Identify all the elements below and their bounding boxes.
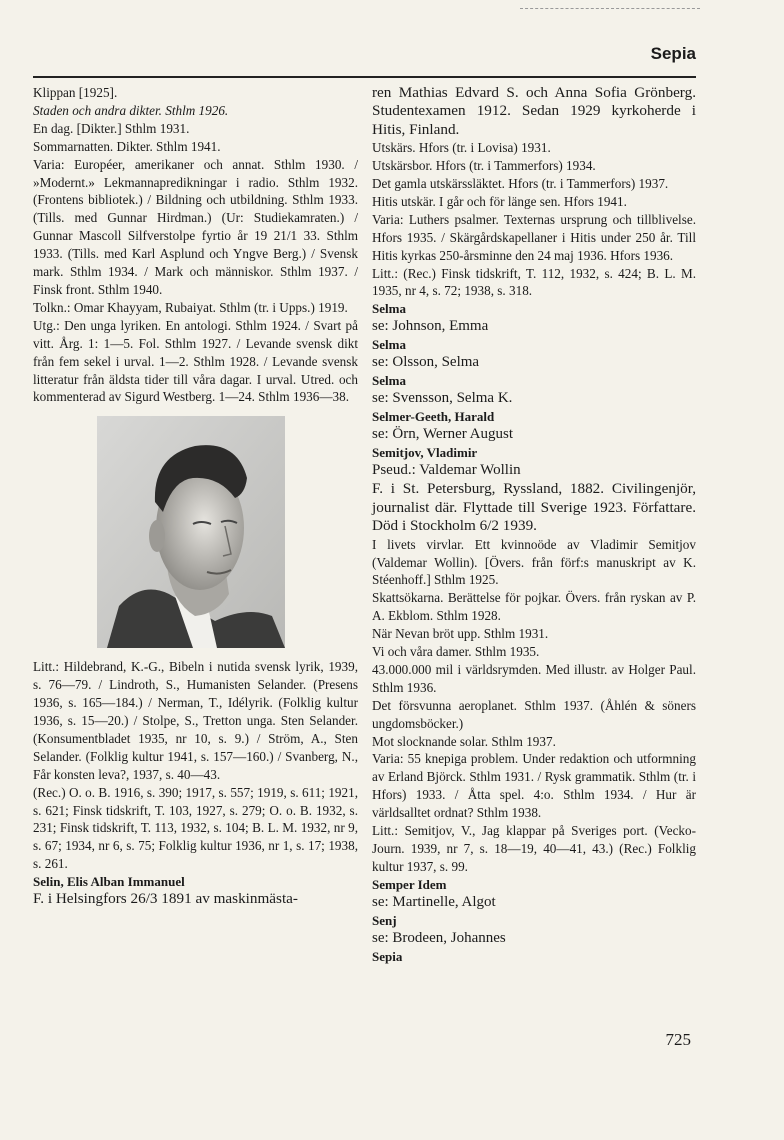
left-rec: (Rec.) O. o. B. 1916, s. 390; 1917, s. 557; 1919, s. 611; 1921, s. 621; Finsk tidskrift, T. 103, 1927, s. 279; O. o. B. 1932, s. 231; Finsk tidskrift, T. 113, 1932, s. 104; B. L. M. 1932, nr 9, s. 67; 1934, nr 6, s. 75; Folklig kultur 1936, nr 1, s. 17; 1938, s. 261.: [33, 784, 358, 872]
ref-heading: Selma: [372, 337, 406, 353]
pseudonym: Pseud.: Valdemar Wollin: [372, 462, 521, 479]
see-reference: se: Brodeen, Johannes: [372, 929, 506, 946]
page-number: 725: [665, 1030, 691, 1049]
left-line: Klippan [1925].: [33, 85, 118, 100]
ref-heading: Selma: [372, 373, 406, 389]
semitjov-work: Mot slocknande solar. Sthlm 1937.: [372, 733, 556, 749]
see-reference: se: Martinelle, Algot: [372, 893, 496, 910]
entry-heading-sepia: Sepia: [372, 948, 403, 964]
semitjov-work: Skattsökarna. Berättelse för pojkar. Övers. från ryskan av P. A. Ekblom. Sthlm 1928.: [372, 590, 696, 624]
entry-heading-semitjov: Semitjov, Vladimir: [372, 445, 478, 461]
header-rule: [33, 76, 696, 78]
semitjov-work: 43.000.000 mil i världsrymden. Med illustr. av Holger Paul. Sthlm 1936.: [372, 661, 696, 695]
selin-litt: Litt.: (Rec.) Finsk tidskrift, T. 112, 1932, s. 424; B. L. M. 1935, nr 4, s. 72; 1938, s. 318.: [372, 265, 696, 299]
left-tolkn: Tolkn.: Omar Khayyam, Rubaiyat. Sthlm (tr. i Upps.) 1919.: [33, 299, 348, 315]
selin-work: Hitis utskär. I går och för länge sen. Hfors 1941.: [372, 193, 627, 209]
semitjov-litt: Litt.: Semitjov, V., Jag klappar på Sveriges port. (Vecko-Journ. 1939, nr 7, s. 18—19, 40—41, 43.) (Rec.) Folklig kultur 1937, s. 99.: [372, 823, 696, 874]
entry-bio-start: F. i Helsingfors 26/3 1891 av maskinmästa-: [33, 890, 298, 908]
left-utg: Utg.: Den unga lyriken. En antologi. Sthlm 1924. / Svart på vitt. Årg. 1: 1—5. Fol. Sthlm 1927. / Levande svensk dikt från fem sekel i urval. 1—2. Sthlm 1928. / Levande svensk litteratur från äldsta tider till våra dagar. I urval. Utred. och kommenterad av Sigurd Westberg. 1—24. Sthlm 1936—38.: [33, 317, 358, 405]
ref-heading: Selma: [372, 301, 406, 317]
selin-bio-cont: ren Mathias Edvard S. och Anna Sofia Grönberg. Studentexamen 1912. Sedan 1929 kyrkoherde i Hitis, Finland.: [372, 84, 696, 138]
semitjov-bio: F. i St. Petersburg, Ryssland, 1882. Civilingenjör, journalist där. Flyttade till Sverige 1923. Författare. Död i Stockholm 6/2 1939.: [372, 480, 696, 535]
ref-heading: Senj: [372, 912, 397, 928]
author-portrait: [97, 416, 285, 648]
semitjov-varia: Varia: 55 knepiga problem. Under redaktion och utformning av Erland Björck. Sthlm 1931. / Rysk grammatik. Sthlm (tr. i Hfors) 1933. / Åtta spel. 4:o. Sthlm 1934. / Hur är världsalltet ordnat? Sthlm 1938.: [372, 751, 696, 821]
left-line: En dag. [Dikter.] Sthlm 1931.: [33, 120, 190, 136]
selin-work: Det gamla utskärssläktet. Hfors (tr. i Tammerfors) 1937.: [372, 176, 669, 192]
running-header: Sepia: [650, 44, 696, 63]
semitjov-work: Det försvunna aeroplanet. Sthlm 1937. (Åhlén & söners ungdomsböcker.): [372, 697, 696, 731]
left-varia: Varia: Européer, amerikaner och annat. Sthlm 1930. / »Modernt.» Lekmannapredikningar i radio. Sthlm 1932. (Frontens bibliotek.) / Bildning och utbildning. Sthlm 1933. (Tills. med Gunnar Hirdman.) (Ur: Studiekamraten.) / Gunnar Mascoll Silfverstolpe fyrtio år 19 21/1 33. Sthlm 1933. (Tills. med Karl Asplund och Yngve Berg.) / Svensk mark. Sthlm 1934. / Mark och människor. Sthlm 1937. / Finsk front. Sthlm 1940.: [33, 156, 358, 297]
see-reference: se: Olsson, Selma: [372, 354, 480, 371]
semitjov-work: I livets virvlar. Ett kvinnoöde av Vladimir Semitjov (Valdemar Wollin). [Övers. från förf:s manuskript av K. Stéenhoff.] Sthlm 1925.: [372, 536, 696, 588]
entry-heading-selin: Selin, Elis Alban Immanuel: [33, 874, 185, 890]
left-litt: Litt.: Hildebrand, K.-G., Bibeln i nutida svensk lyrik, 1939, s. 76—79. / Lindroth, S., Humanisten Selander. (Presens 1936, s. 165—184.) / Nerman, T., Idélyrik. (Folklig kultur 1936, s. 15—20.) / Stolpe, S., Tretton unga. Sten Selander. (Konsumentbladet 1935, nr 10, s. 9.) / Ström, A., Sten Selander. (Folklig kultur 1941, s. 157—160.) / Svanberg, N., Får konsten leva?, 1937, s. 40—43.: [33, 659, 358, 782]
portrait-photo: [97, 416, 285, 648]
left-line: Staden och andra dikter. Sthlm 1926.: [33, 102, 229, 118]
left-line: Sommarnatten. Dikter. Sthlm 1941.: [33, 138, 221, 154]
selin-work: Utskärs. Hfors (tr. i Lovisa) 1931.: [372, 140, 551, 156]
see-reference: se: Svensson, Selma K.: [372, 390, 513, 407]
semitjov-work: Vi och våra damer. Sthlm 1935.: [372, 644, 540, 660]
top-edge-line: [520, 8, 700, 9]
selin-work: Utskärsbor. Hfors (tr. i Tammerfors) 1934.: [372, 158, 596, 174]
see-reference: se: Örn, Werner August: [372, 426, 513, 443]
ref-heading: Selmer-Geeth, Harald: [372, 409, 495, 425]
left-column: [33, 84, 358, 909]
selin-varia: Varia: Luthers psalmer. Texternas ursprung och tillblivelse. Hfors 1935. / Skärgårdskapellaner i Hitis under 250 år. Till Hitis kyrkas 250-årsminne den 24 maj 1936. Hfors 1936.: [372, 211, 696, 263]
see-reference: se: Johnson, Emma: [372, 318, 489, 335]
right-column: [372, 84, 696, 965]
ref-heading: Semper Idem: [372, 876, 447, 892]
semitjov-work: När Nevan bröt upp. Sthlm 1931.: [372, 626, 549, 642]
